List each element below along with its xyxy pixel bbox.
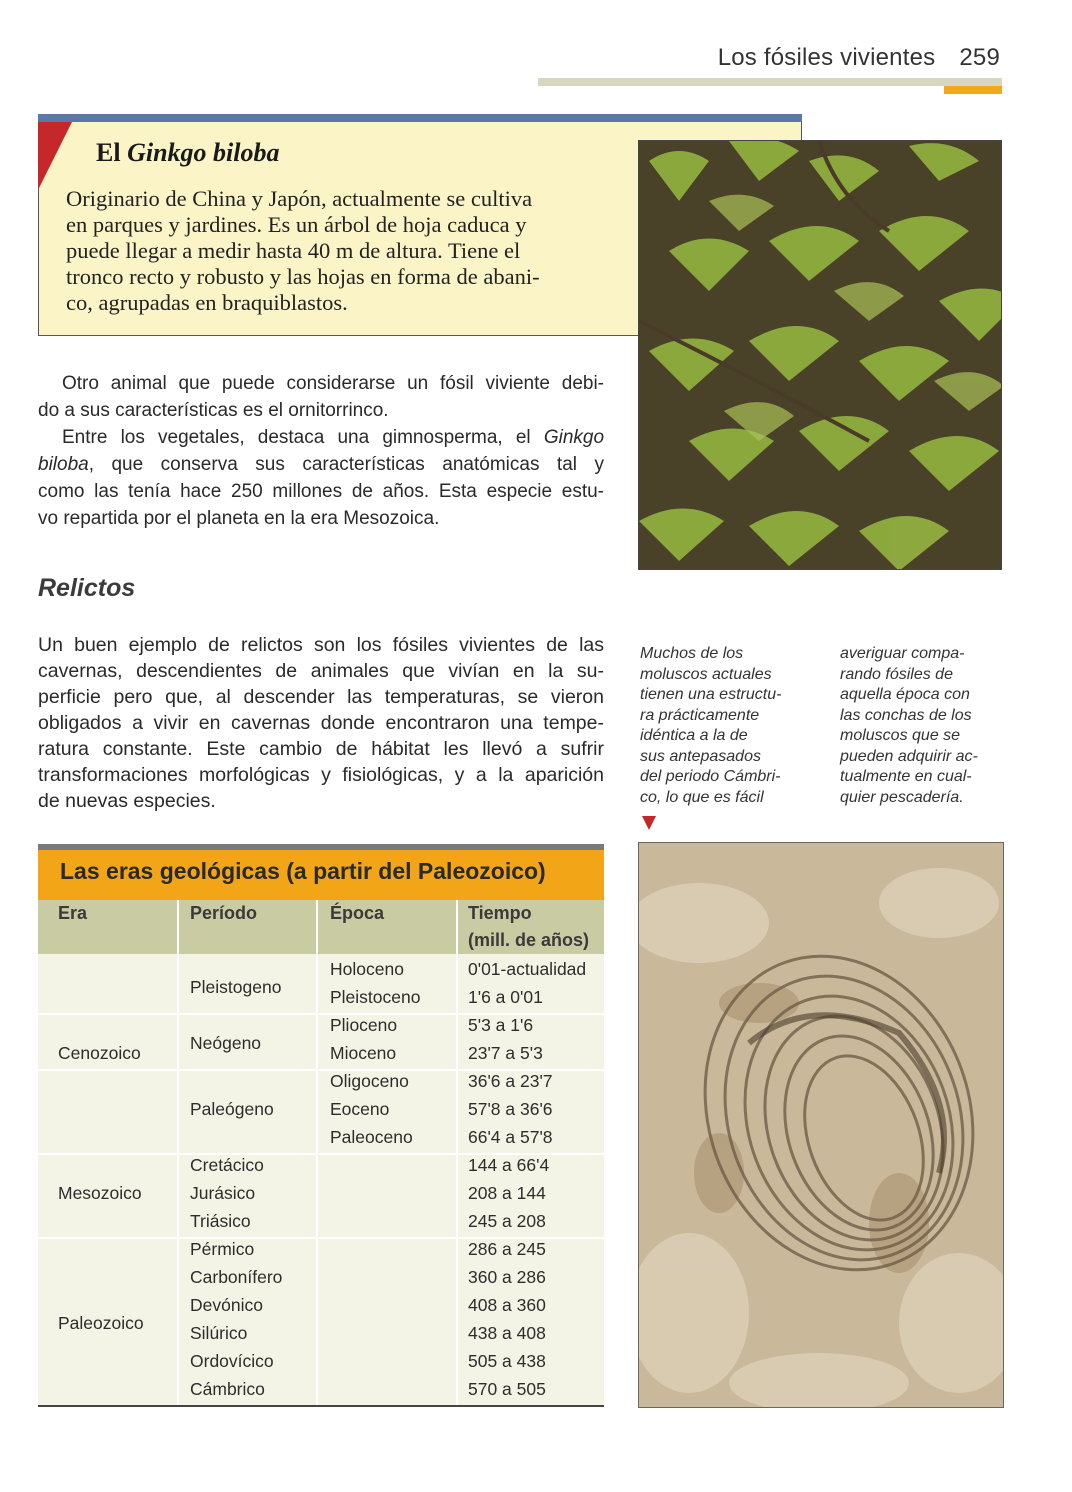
caption-arrow-icon [642,816,656,830]
period-cell: Ordovícico [190,1351,274,1371]
fossil-shell-photo [638,842,1004,1408]
era-cell: Mesozoico [58,1183,142,1203]
time-cell: 23'7 a 5'3 [468,1043,543,1063]
era-cell: Cenozoico [58,1043,141,1063]
time-cell: 286 a 245 [468,1239,546,1259]
section-heading: Relictos [38,574,136,602]
period-cell: Silúrico [190,1323,248,1343]
time-cell: 208 a 144 [468,1183,546,1203]
period-cell: Jurásico [190,1183,256,1203]
time-cell: 360 a 286 [468,1267,546,1287]
table-bottom-rule [38,1405,604,1407]
ginkgo-leaves-photo [638,140,1002,570]
header-periodo: Período [190,903,258,923]
era-cell: Paleozoico [58,1313,144,1333]
epoch-cell: Paleoceno [330,1127,413,1147]
time-cell: 66'4 a 57'8 [468,1127,553,1147]
epoch-cell: Mioceno [330,1043,397,1063]
header-tiempo-units: (mill. de años) [468,930,590,950]
period-cell: Triásico [190,1211,251,1231]
header-rule [538,78,1002,86]
box-top-bar [38,114,802,122]
time-cell: 144 a 66'4 [468,1155,550,1175]
caption-column-1: Muchos de los moluscos actuales tienen una estructu- ra prácticamente idéntica a la de sus antepasados del periodo Cámbri- co, lo que es fácil [640,645,782,806]
body-p2-line1: Entre los vegetales, destaca una gimnosperma, el Ginkgo [62,427,605,448]
period-cell: Pérmico [190,1239,255,1259]
header-tiempo: Tiempo [468,903,532,923]
time-cell: 57'8 a 36'6 [468,1099,553,1119]
body-text: Otro animal que puede considerarse un fósil viviente debi- do a sus características es el ornitorrinco. Entre los vegetales, destaca una gimnosperma, el Ginkgo biloba, que conserva sus características anatómicas tal y como las tenía hace 250 millones de años. Esta especie estu- vo repartida por el planeta en la era Mesozoica. [38,373,605,529]
epoch-cell: Oligoceno [330,1071,409,1091]
epoch-cell: Eoceno [330,1099,390,1119]
period-cell: Cretácico [190,1155,264,1175]
time-cell: 5'3 a 1'6 [468,1015,534,1035]
body-p2-line2: biloba, que conserva sus características anatómicas tal y [38,454,604,475]
time-cell: 36'6 a 23'7 [468,1071,553,1091]
time-cell: 0'01-actualidad [468,959,587,979]
period-cell: Paleógeno [190,1099,274,1119]
header-epoca: Época [330,903,385,923]
box-corner-triangle [38,122,72,190]
relictos-text: Un buen ejemplo de relictos son los fósiles vivientes de las cavernas, descendientes de animales que vivían en la su- perficie pero que, al descender las temperaturas, se vieron obligados a vivir en cavernas donde encontraron una tempe- ratura constante. Este cambio de hábitat les llevó a sufrir transformaciones morfológicas y fisiológicas, y a la aparición de nuevas especies. [38,634,604,812]
time-cell: 245 a 208 [468,1211,546,1231]
caption-column-2: averiguar compa- rando fósiles de aquella época con las conchas de los moluscos que se pueden adquirir ac- tualmente en cual- quier pescadería. [840,645,978,806]
header-title: Los fósiles vivientes [717,44,936,71]
period-cell: Neógeno [190,1033,262,1053]
header-era: Era [58,903,88,923]
page-number: 259 [959,44,1000,71]
period-cell: Pleistogeno [190,977,282,997]
period-cell: Cámbrico [190,1379,265,1399]
epoch-cell: Plioceno [330,1015,398,1035]
time-cell: 505 a 438 [468,1351,546,1371]
box-text: Originario de China y Japón, actualmente se cultiva en parques y jardines. Es un árbol de hoja caduca y puede llegar a medir hasta 40 m de altura. Tiene el tronco recto y robusto y las hojas en forma de abani- co, agrupadas en braquiblastos. [66,186,540,315]
epoch-cell: Pleistoceno [330,987,421,1007]
time-cell: 408 a 360 [468,1295,546,1315]
epoch-cell: Holoceno [330,959,404,979]
period-cell: Devónico [190,1295,263,1315]
time-cell: 1'6 a 0'01 [468,987,543,1007]
time-cell: 438 a 408 [468,1323,546,1343]
header-accent [944,86,1002,94]
box-title: El Ginkgo biloba [96,138,280,167]
time-cell: 570 a 505 [468,1379,546,1399]
running-header [718,44,1000,72]
table-title: Las eras geológicas (a partir del Paleozoico) [60,858,546,884]
period-cell: Carbonífero [190,1267,283,1287]
